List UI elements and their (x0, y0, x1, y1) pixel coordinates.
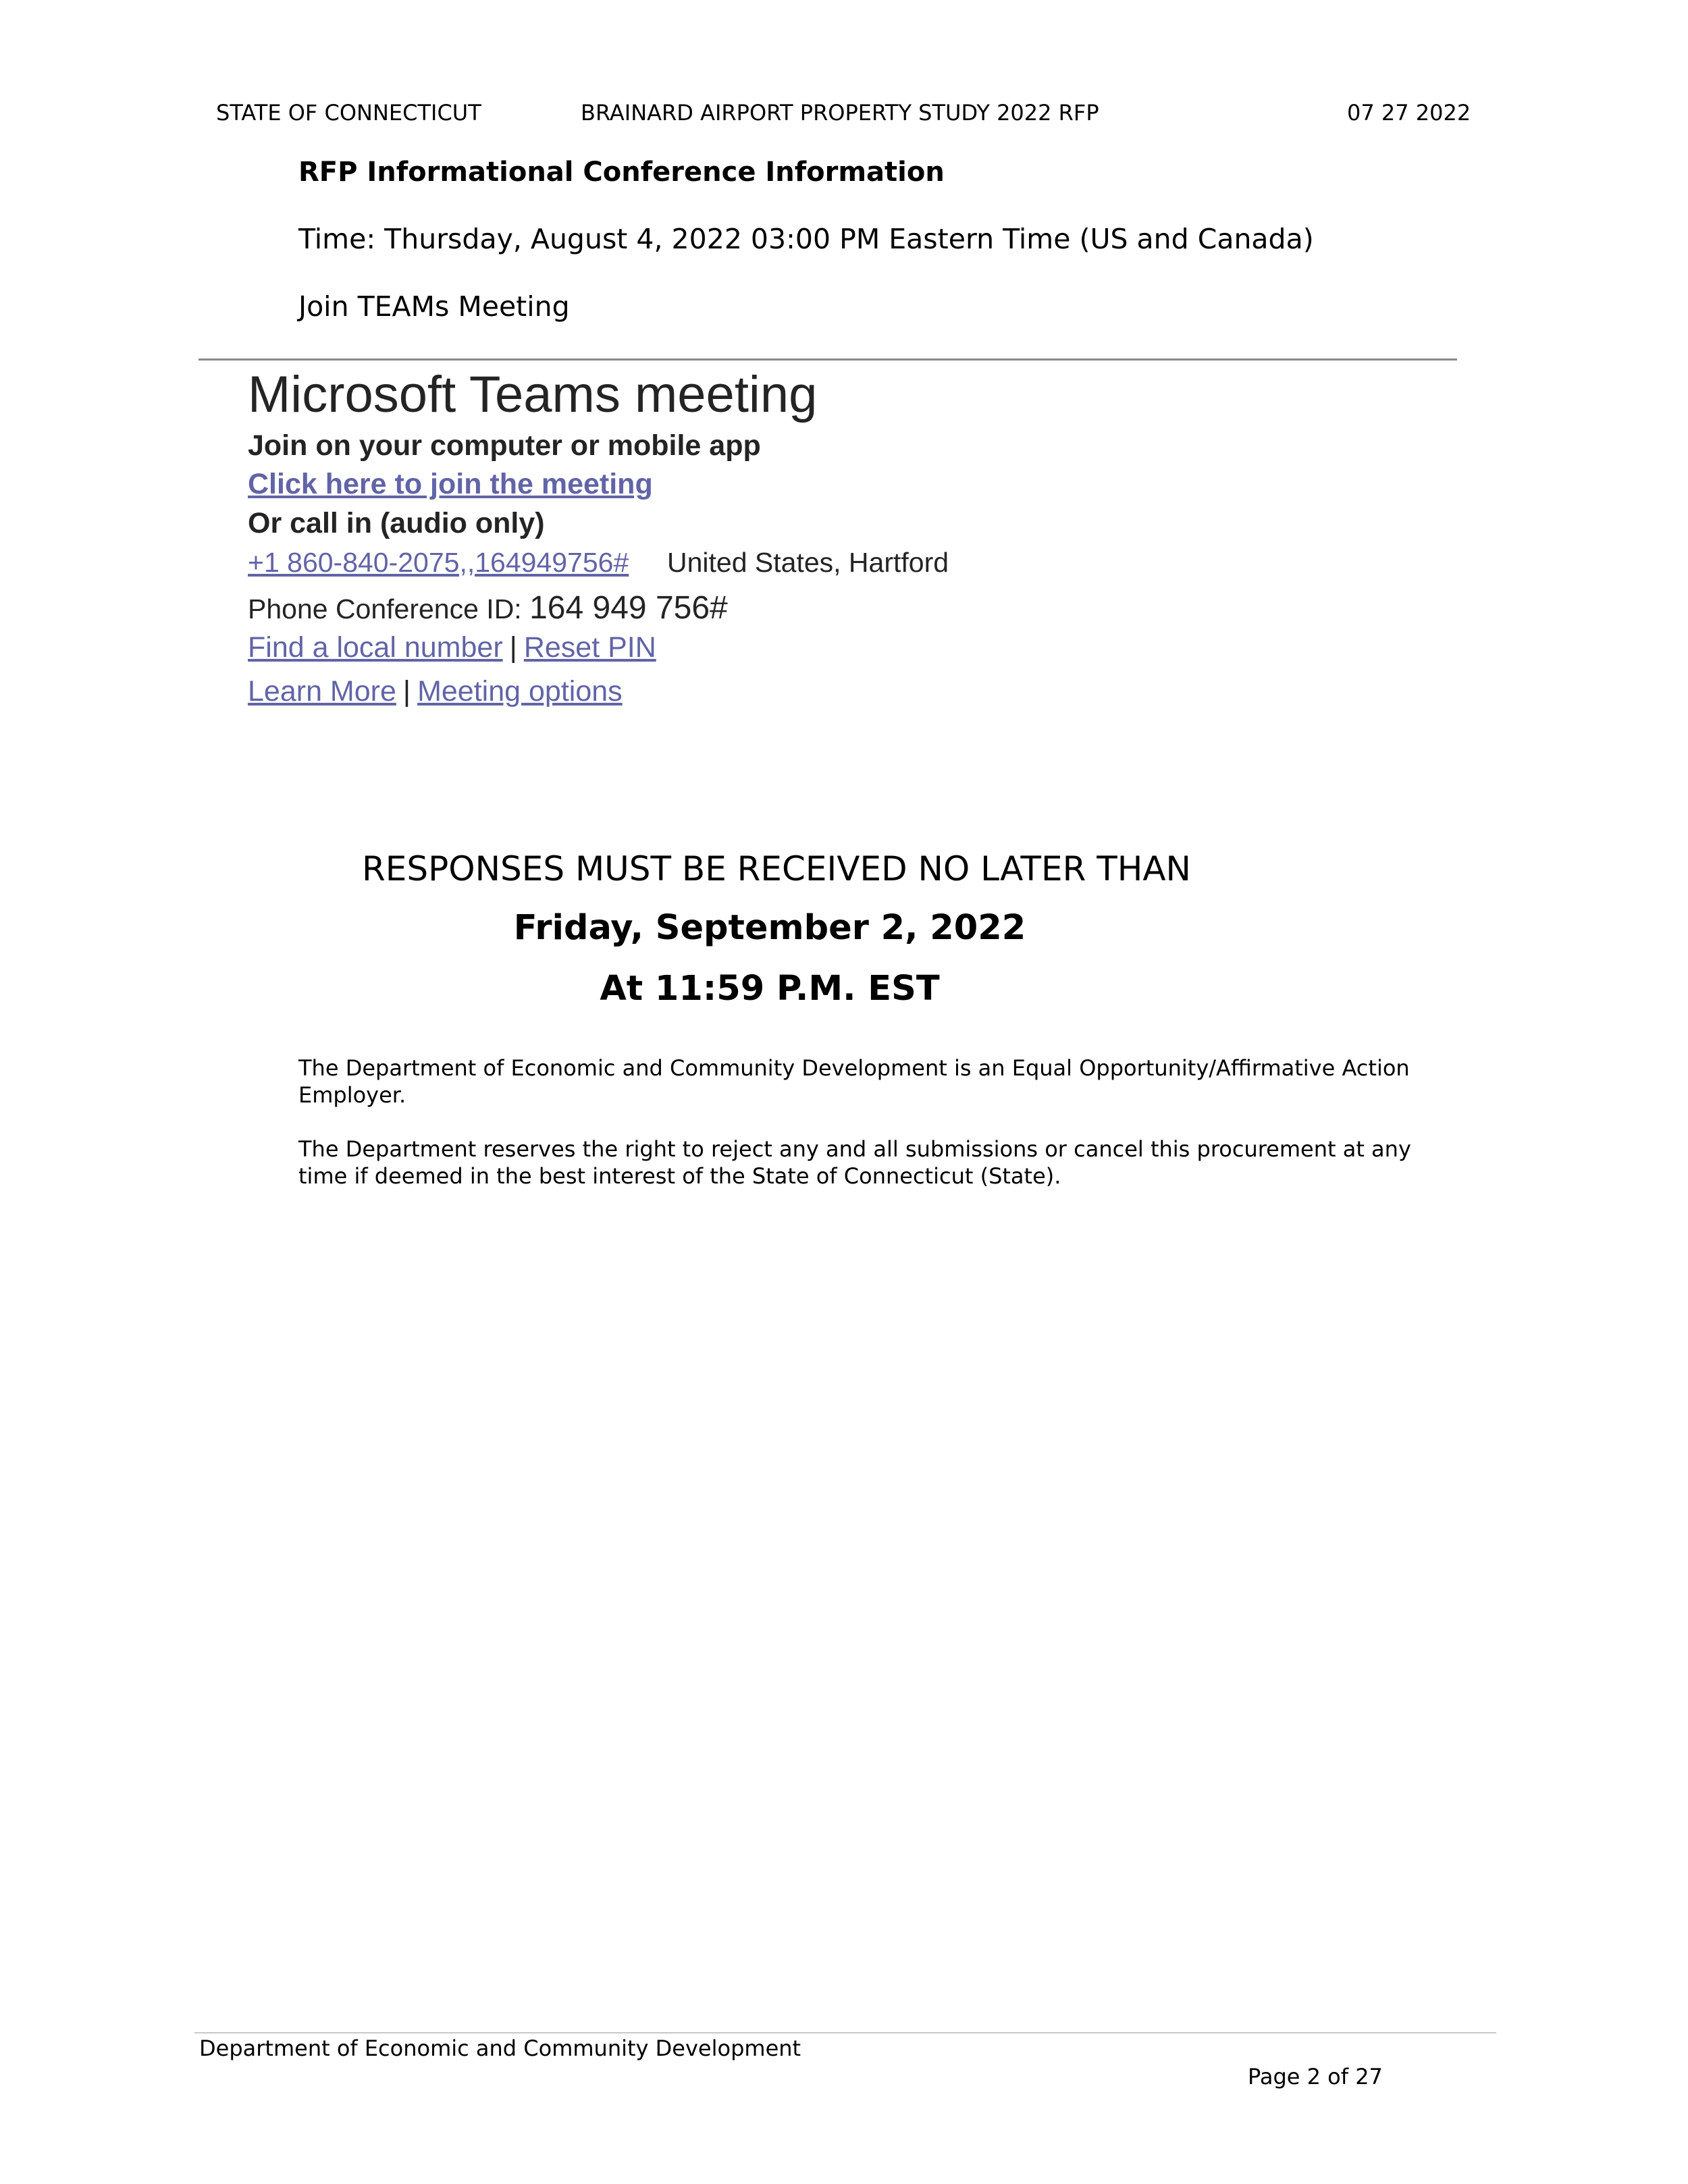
conference-id-value: 164 949 756# (529, 590, 728, 626)
deadline-time: At 11:59 P.M. EST (600, 969, 940, 1009)
link-separator: | (509, 631, 517, 664)
page-number: Page 2 of 27 (1248, 2064, 1383, 2089)
join-app-label: Join on your computer or mobile app (248, 429, 761, 462)
conference-id (248, 589, 728, 627)
header-date: 07 27 2022 (1347, 100, 1471, 126)
conference-id-label: Phone Conference ID: (248, 593, 530, 624)
learn-more-link[interactable]: Learn More (248, 675, 396, 708)
header-document-title: BRAINARD AIRPORT PROPERTY STUDY 2022 RFP (581, 100, 1099, 126)
conference-join-label: Join TEAMs Meeting (298, 290, 570, 323)
deadline-caption: RESPONSES MUST BE RECEIVED NO LATER THAN (362, 849, 1191, 888)
deadline-date: Friday, September 2, 2022 (513, 908, 1026, 948)
teams-meeting-title: Microsoft Teams meeting (248, 366, 818, 423)
phone-number-link[interactable]: +1 860-840-2075,,164949756# (248, 547, 629, 578)
footer-divider (194, 2032, 1496, 2033)
header-state: STATE OF CONNECTICUT (216, 100, 481, 126)
conference-title: RFP Informational Conference Information (298, 157, 945, 188)
call-in-label: Or call in (audio only) (248, 507, 545, 539)
join-meeting-link[interactable]: Click here to join the meeting (248, 468, 653, 500)
find-local-number-link[interactable]: Find a local number (248, 631, 503, 664)
rights-reservation-statement: The Department reserves the right to reject any and all submissions or cancel this procurement at any time if deemed in the best interest of the State of Connecticut (State). (298, 1136, 1411, 1189)
conference-time: Time: Thursday, August 4, 2022 03:00 PM Eastern Time (US and Canada) (298, 223, 1314, 255)
links-row-local-pin (248, 631, 656, 664)
links-row-learn-options (248, 675, 623, 708)
footer-department: Department of Economic and Community Development (199, 2035, 801, 2061)
divider-top (199, 358, 1457, 361)
meeting-options-link[interactable]: Meeting options (417, 675, 623, 708)
reset-pin-link[interactable]: Reset PIN (523, 631, 656, 664)
equal-opportunity-statement: The Department of Economic and Community Development is an Equal Opportunity/Affirmative Action Employer. (298, 1055, 1410, 1108)
phone-location: United States, Hartford (667, 547, 949, 578)
link-separator: | (402, 675, 411, 708)
